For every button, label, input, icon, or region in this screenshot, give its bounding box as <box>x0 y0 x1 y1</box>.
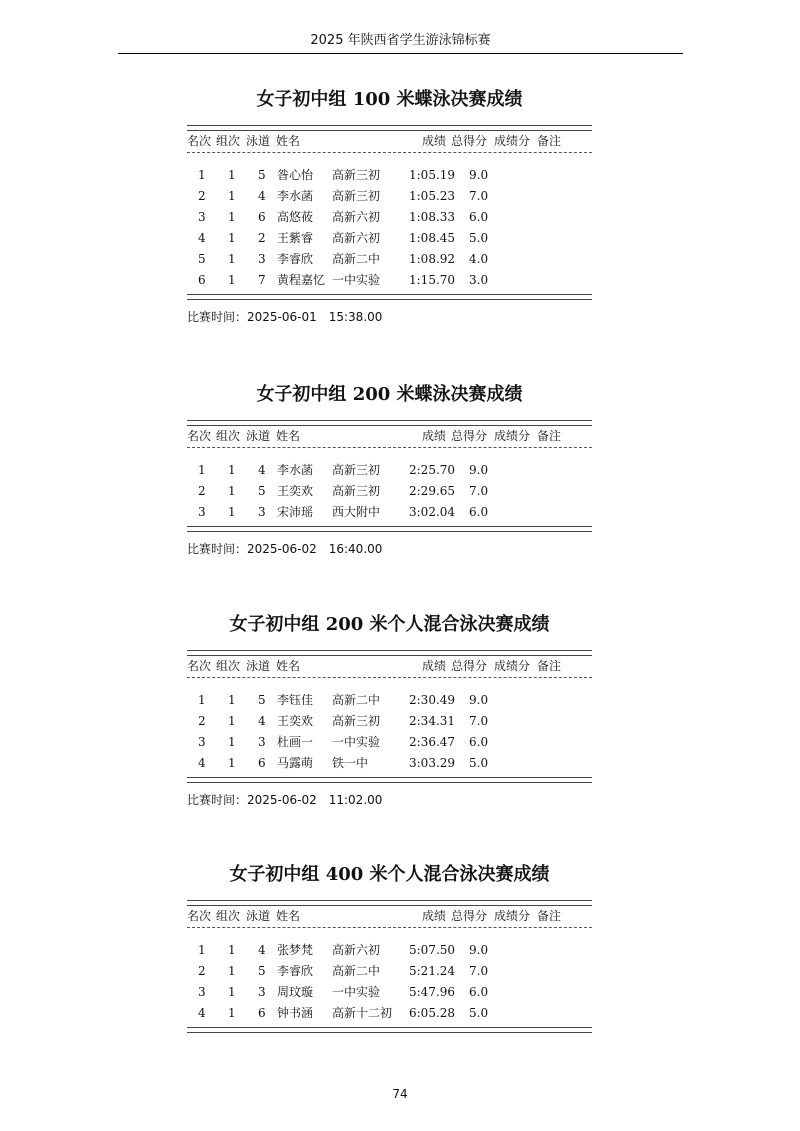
cell-rank: 1 <box>198 463 206 477</box>
cell-group: 1 <box>228 756 236 770</box>
cell-school: 高新三初 <box>332 189 381 203</box>
header-time: 成绩 <box>422 909 447 923</box>
cell-points: 5.0 <box>469 756 489 770</box>
header-group: 组次 <box>216 659 241 673</box>
cell-time: 1:05.19 <box>409 168 456 182</box>
cell-points: 9.0 <box>469 943 489 957</box>
cell-lane: 6 <box>258 210 266 224</box>
header-lane: 泳道 <box>246 429 271 443</box>
table-header <box>187 656 592 677</box>
table-row <box>187 690 592 711</box>
cell-points: 6.0 <box>469 505 489 519</box>
cell-name: 周玟璇 <box>277 985 314 999</box>
cell-time: 5:21.24 <box>409 964 456 978</box>
header-note: 备注 <box>537 659 562 673</box>
cell-time: 2:30.49 <box>409 693 456 707</box>
cell-school: 高新二中 <box>332 693 381 707</box>
header-score: 成绩分 <box>494 909 531 923</box>
cell-lane: 4 <box>258 189 266 203</box>
double-rule <box>187 1027 592 1033</box>
cell-name: 马露萌 <box>277 756 314 770</box>
cell-lane: 5 <box>258 484 266 498</box>
table-row <box>187 460 592 481</box>
header-points: 总得分 <box>451 429 488 443</box>
cell-lane: 3 <box>258 985 266 999</box>
cell-points: 9.0 <box>469 693 489 707</box>
cell-name: 李睿欣 <box>277 252 314 266</box>
page-number: 74 <box>392 1087 408 1101</box>
cell-group: 1 <box>228 231 236 245</box>
header-rank: 名次 <box>187 659 212 673</box>
match-time: 比赛时间：2025-06-02 16:40.00 <box>187 542 383 556</box>
cell-points: 7.0 <box>469 189 489 203</box>
cell-points: 6.0 <box>469 210 489 224</box>
section-title: 女子初中组 200 米个人混合泳决赛成绩 <box>229 614 550 635</box>
cell-lane: 5 <box>258 168 266 182</box>
header-group: 组次 <box>216 429 241 443</box>
cell-lane: 7 <box>258 273 266 287</box>
cell-points: 7.0 <box>469 964 489 978</box>
cell-points: 6.0 <box>469 985 489 999</box>
cell-time: 1:08.45 <box>409 231 456 245</box>
cell-name: 宋沛瑶 <box>277 505 314 519</box>
cell-lane: 5 <box>258 693 266 707</box>
cell-time: 2:25.70 <box>409 463 456 477</box>
cell-rank: 3 <box>198 735 206 749</box>
match-time: 比赛时间：2025-06-02 11:02.00 <box>187 793 383 807</box>
table-row <box>187 270 592 291</box>
cell-group: 1 <box>228 484 236 498</box>
cell-time: 2:34.31 <box>409 714 456 728</box>
cell-group: 1 <box>228 1006 236 1020</box>
header-time: 成绩 <box>422 429 447 443</box>
cell-points: 4.0 <box>469 252 489 266</box>
cell-school: 西大附中 <box>332 505 381 519</box>
cell-group: 1 <box>228 714 236 728</box>
cell-lane: 6 <box>258 1006 266 1020</box>
cell-rank: 2 <box>198 484 206 498</box>
header-name: 姓名 <box>276 429 301 443</box>
section-title: 女子初中组 100 米蝶泳决赛成绩 <box>256 89 523 110</box>
page-header <box>118 30 683 54</box>
table-row <box>187 186 592 207</box>
cell-name: 黄程嘉忆 <box>277 273 326 287</box>
cell-points: 7.0 <box>469 484 489 498</box>
table-row <box>187 228 592 249</box>
header-note: 备注 <box>537 429 562 443</box>
cell-rank: 2 <box>198 714 206 728</box>
cell-rank: 3 <box>198 210 206 224</box>
header-rank: 名次 <box>187 134 212 148</box>
header-name: 姓名 <box>276 659 301 673</box>
header-note: 备注 <box>537 134 562 148</box>
table-row <box>187 940 592 961</box>
header-time: 成绩 <box>422 659 447 673</box>
cell-group: 1 <box>228 168 236 182</box>
cell-time: 3:02.04 <box>409 505 456 519</box>
cell-points: 9.0 <box>469 463 489 477</box>
cell-rank: 4 <box>198 231 206 245</box>
table-row <box>187 1003 592 1024</box>
table-header <box>187 906 592 927</box>
cell-name: 钟书涵 <box>277 1006 314 1020</box>
cell-school: 高新三初 <box>332 714 381 728</box>
cell-group: 1 <box>228 252 236 266</box>
section-title: 女子初中组 400 米个人混合泳决赛成绩 <box>229 864 550 885</box>
cell-school: 高新二中 <box>332 252 381 266</box>
header-group: 组次 <box>216 134 241 148</box>
cell-group: 1 <box>228 463 236 477</box>
cell-time: 2:36.47 <box>409 735 456 749</box>
results-section <box>187 610 592 808</box>
table-row <box>187 753 592 774</box>
cell-time: 5:07.50 <box>409 943 456 957</box>
cell-lane: 4 <box>258 943 266 957</box>
cell-group: 1 <box>228 943 236 957</box>
header-name: 姓名 <box>276 134 301 148</box>
table-row <box>187 732 592 753</box>
cell-points: 5.0 <box>469 1006 489 1020</box>
cell-group: 1 <box>228 735 236 749</box>
header-rank: 名次 <box>187 429 212 443</box>
cell-lane: 3 <box>258 505 266 519</box>
cell-name: 李水菡 <box>277 463 314 477</box>
cell-group: 1 <box>228 985 236 999</box>
cell-rank: 3 <box>198 505 206 519</box>
cell-rank: 2 <box>198 189 206 203</box>
cell-lane: 6 <box>258 756 266 770</box>
cell-school: 一中实验 <box>332 985 381 999</box>
cell-points: 3.0 <box>469 273 489 287</box>
cell-points: 7.0 <box>469 714 489 728</box>
cell-rank: 1 <box>198 943 206 957</box>
header-note: 备注 <box>537 909 562 923</box>
cell-points: 6.0 <box>469 735 489 749</box>
cell-name: 王奕欢 <box>277 484 314 498</box>
cell-school: 高新三初 <box>332 484 381 498</box>
cell-time: 3:03.29 <box>409 756 456 770</box>
match-time: 比赛时间：2025-06-01 15:38.00 <box>187 310 383 324</box>
table-row <box>187 481 592 502</box>
cell-rank: 3 <box>198 985 206 999</box>
header-points: 总得分 <box>451 659 488 673</box>
cell-rank: 2 <box>198 964 206 978</box>
cell-time: 1:05.23 <box>409 189 456 203</box>
cell-group: 1 <box>228 964 236 978</box>
results-section <box>187 860 592 1033</box>
header-lane: 泳道 <box>246 909 271 923</box>
cell-name: 张梦梵 <box>277 943 314 957</box>
header-rank: 名次 <box>187 909 212 923</box>
cell-lane: 3 <box>258 735 266 749</box>
table-row <box>187 165 592 186</box>
cell-school: 一中实验 <box>332 735 381 749</box>
table-row <box>187 502 592 523</box>
cell-rank: 4 <box>198 756 206 770</box>
cell-school: 高新三初 <box>332 168 381 182</box>
cell-name: 李水菡 <box>277 189 314 203</box>
page-header-title: 2025 年陕西省学生游泳锦标赛 <box>310 33 491 48</box>
header-lane: 泳道 <box>246 134 271 148</box>
table-row <box>187 711 592 732</box>
header-points: 总得分 <box>451 909 488 923</box>
table-row <box>187 961 592 982</box>
cell-points: 5.0 <box>469 231 489 245</box>
cell-group: 1 <box>228 210 236 224</box>
cell-points: 9.0 <box>469 168 489 182</box>
cell-school: 铁一中 <box>332 756 369 770</box>
cell-school: 一中实验 <box>332 273 381 287</box>
header-name: 姓名 <box>276 909 301 923</box>
cell-name: 高悠莜 <box>277 210 314 224</box>
cell-rank: 1 <box>198 168 206 182</box>
header-time: 成绩 <box>422 134 447 148</box>
cell-lane: 3 <box>258 252 266 266</box>
cell-time: 5:47.96 <box>409 985 456 999</box>
cell-group: 1 <box>228 693 236 707</box>
cell-name: 李钰佳 <box>277 693 314 707</box>
cell-name: 昝心怡 <box>277 168 314 182</box>
cell-rank: 6 <box>198 273 206 287</box>
cell-school: 高新六初 <box>332 210 381 224</box>
cell-name: 王紫睿 <box>277 231 314 245</box>
cell-group: 1 <box>228 189 236 203</box>
cell-name: 杜画一 <box>277 735 314 749</box>
cell-group: 1 <box>228 273 236 287</box>
header-score: 成绩分 <box>494 659 531 673</box>
header-points: 总得分 <box>451 134 488 148</box>
cell-rank: 5 <box>198 252 206 266</box>
header-score: 成绩分 <box>494 134 531 148</box>
header-score: 成绩分 <box>494 429 531 443</box>
table-row <box>187 982 592 1003</box>
cell-lane: 4 <box>258 714 266 728</box>
cell-rank: 4 <box>198 1006 206 1020</box>
cell-school: 高新六初 <box>332 231 381 245</box>
cell-school: 高新三初 <box>332 463 381 477</box>
cell-time: 1:08.92 <box>409 252 456 266</box>
table-header <box>187 131 592 152</box>
cell-school: 高新二中 <box>332 964 381 978</box>
cell-lane: 5 <box>258 964 266 978</box>
cell-time: 2:29.65 <box>409 484 456 498</box>
results-section <box>187 380 592 557</box>
table-header <box>187 426 592 447</box>
cell-name: 李睿欣 <box>277 964 314 978</box>
header-lane: 泳道 <box>246 659 271 673</box>
section-title: 女子初中组 200 米蝶泳决赛成绩 <box>256 384 523 405</box>
cell-group: 1 <box>228 505 236 519</box>
cell-time: 6:05.28 <box>409 1006 456 1020</box>
cell-time: 1:08.33 <box>409 210 456 224</box>
cell-lane: 4 <box>258 463 266 477</box>
cell-rank: 1 <box>198 693 206 707</box>
cell-school: 高新六初 <box>332 943 381 957</box>
table-row <box>187 249 592 270</box>
cell-name: 王奕欢 <box>277 714 314 728</box>
cell-lane: 2 <box>258 231 266 245</box>
results-section <box>187 85 592 325</box>
cell-school: 高新十二初 <box>332 1006 393 1020</box>
cell-time: 1:15.70 <box>409 273 456 287</box>
header-group: 组次 <box>216 909 241 923</box>
table-row <box>187 207 592 228</box>
